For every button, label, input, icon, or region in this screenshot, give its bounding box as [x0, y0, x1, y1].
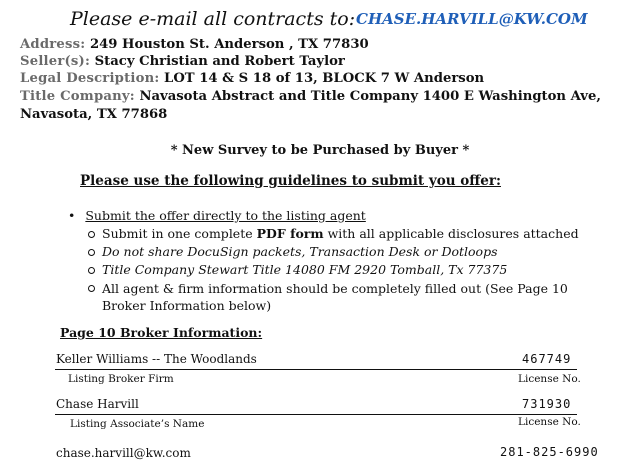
- broker-firm-rule: [55, 369, 577, 370]
- address-value: 249 Houston St. Anderson , TX 77830: [89, 37, 369, 52]
- guideline-sub-4: [88, 280, 598, 314]
- sellers-label: Seller(s):: [20, 54, 91, 69]
- listing-associate-license: 731930: [522, 397, 572, 411]
- title-company-label: Title Company:: [20, 89, 135, 104]
- guideline-sub-1-end: with all applicable disclosures attached: [323, 226, 579, 241]
- address-label: Address:: [20, 37, 86, 52]
- broker-firm-license-caption: License No.: [518, 373, 581, 385]
- sellers-value: Stacy Christian and Robert Taylor: [94, 54, 345, 69]
- guideline-sub-2-text: Do not share DocuSign packets, Transaction Desk or Dotloops: [102, 244, 498, 259]
- guideline-sub-3: [88, 262, 507, 277]
- broker-info-heading: Page 10 Broker Information:: [60, 325, 263, 340]
- contract-email-link[interactable]: CHASE.HARVILL@KW.COM: [356, 10, 588, 28]
- broker-firm-name: Keller Williams -- The Woodlands: [56, 352, 257, 366]
- associate-phone[interactable]: 281-825-6990: [500, 445, 599, 459]
- legal-description-line: [20, 71, 484, 86]
- sellers-line: [20, 54, 345, 69]
- associate-email[interactable]: chase.harvill@kw.com: [56, 446, 191, 460]
- guideline-sub-1: [88, 226, 579, 241]
- survey-note: * New Survey to be Purchased by Buyer *: [170, 143, 470, 158]
- legal-description-value: LOT 14 & S 18 of 13, BLOCK 7 W Anderson: [164, 71, 485, 86]
- guideline-main: [68, 208, 366, 223]
- guidelines-heading: Please use the following guidelines to submit you offer:: [80, 173, 501, 189]
- title-company-value: Navasota Abstract and Title Company 1400 E Washington Ave, Navasota, TX 77868: [20, 89, 601, 122]
- guideline-sub-3-text: Title Company Stewart Title 14080 FM 2920 Tomball, Tx 77375: [102, 262, 508, 277]
- listing-associate-name: Chase Harvill: [56, 397, 139, 411]
- broker-firm-license: 467749: [522, 352, 572, 366]
- guideline-sub-4-text: All agent & firm information should be completely filled out (See Page 10 Broker Information below): [102, 281, 568, 313]
- bullet-dot-icon: •: [68, 208, 76, 223]
- address-line: [20, 37, 369, 52]
- guideline-sub-1-start: Submit in one complete: [102, 226, 257, 241]
- guideline-sub-2: [88, 244, 498, 259]
- guideline-main-text: Submit the offer directly to the listing agent: [85, 208, 366, 223]
- legal-description-label: Legal Description:: [20, 71, 160, 86]
- guideline-sub-1-bold: PDF form: [256, 226, 324, 241]
- listing-associate-license-caption: License No.: [518, 416, 581, 428]
- listing-associate-caption: Listing Associate’s Name: [70, 418, 205, 430]
- broker-firm-caption: Listing Broker Firm: [68, 373, 174, 385]
- title-company-line: [20, 88, 620, 124]
- listing-associate-rule: [55, 414, 577, 415]
- contracts-instruction: Please e-mail all contracts to:: [70, 8, 356, 30]
